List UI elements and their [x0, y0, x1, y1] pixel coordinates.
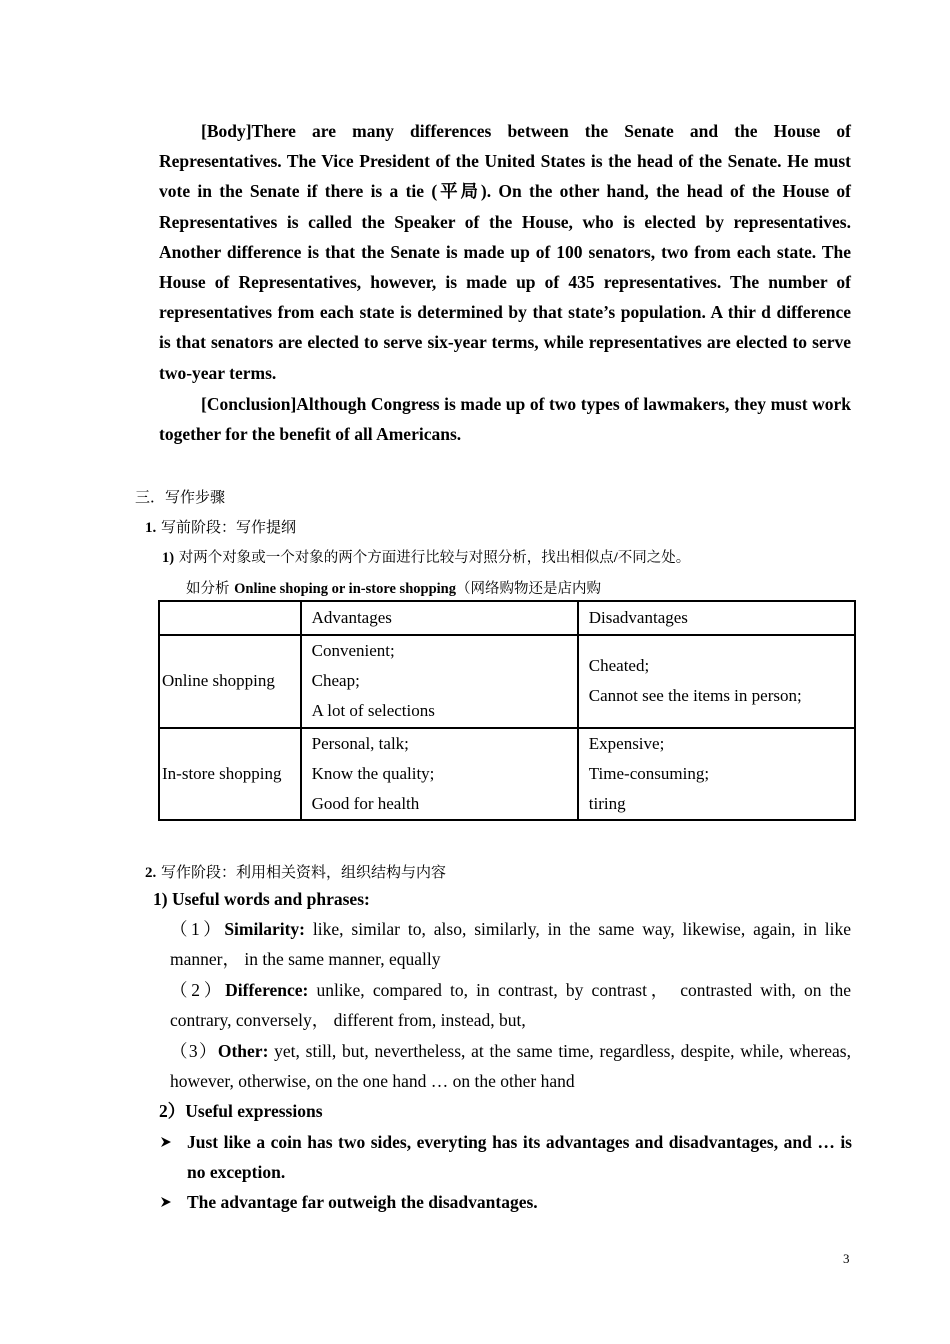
- similarity-item: [170, 914, 851, 974]
- table-row: [159, 635, 855, 728]
- conclusion-paragraph-text: [Conclusion]Although Congress is made up of two types of lawmakers, they must work together for the benefit of all Americans.: [159, 394, 851, 445]
- step1-sub-text-a: 对两个对象或一个对象的两个方面进行比较与对照分析，找出相似点: [178, 550, 614, 566]
- step2-heading: [145, 862, 446, 883]
- step1-title: 写前阶段：写作提纲: [161, 518, 297, 536]
- online-disadvantages-cell: [578, 635, 855, 728]
- instore-disadvantage-item: tiring: [588, 794, 626, 814]
- expression-item: [159, 1127, 852, 1187]
- useful-expressions-heading: 2）Useful expressions: [159, 1101, 323, 1121]
- step1-number: 1.: [145, 520, 157, 536]
- step1-subpoint: [162, 548, 690, 568]
- expression-text: The advantage far outweigh the disadvantages.: [187, 1192, 538, 1212]
- section-title: 三．写作步骤: [135, 488, 226, 506]
- instore-disadvantages-cell: [578, 728, 855, 821]
- table-header-row: [159, 601, 855, 635]
- table-intro-prefix: 如分析: [186, 581, 235, 597]
- essay-conclusion-paragraph: [159, 389, 851, 449]
- online-disadvantage-item: Cheated;: [588, 656, 650, 676]
- step2-number: 2.: [145, 865, 157, 881]
- step2-title: 写作阶段：利用相关资料，组织结构与内容: [161, 863, 447, 881]
- difference-marker: （2）: [170, 980, 226, 1000]
- difference-label: Difference:: [225, 980, 309, 1000]
- row-label-online: Online shopping: [159, 635, 301, 728]
- instore-advantages-cell: [301, 728, 578, 821]
- table-header-disadvantages: Disadvantages: [578, 601, 855, 635]
- instore-advantage-item: Good for health: [311, 794, 420, 814]
- instore-advantage-item: Know the quality;: [311, 763, 435, 783]
- table-intro-topic: Online shoping or in-store shopping: [234, 581, 456, 597]
- comparison-table: [158, 600, 856, 821]
- expression-item: [159, 1187, 852, 1217]
- step1-sub-slash: /: [613, 550, 618, 566]
- instore-disadvantage-item: Expensive;: [588, 733, 665, 753]
- online-advantage-item: A lot of selections: [311, 701, 435, 721]
- instore-advantage-item: Personal, talk;: [311, 733, 409, 753]
- table-row: [159, 728, 855, 821]
- other-item: [170, 1036, 851, 1096]
- other-text: yet, still, but, nevertheless, at the same time, regardless, despite, while, whereas, however, otherwise, on the one hand … on the other hand: [170, 1041, 851, 1092]
- instore-disadvantage-item: Time-consuming;: [588, 763, 710, 783]
- arrow-bullet-icon: [159, 1187, 179, 1217]
- other-label: Other:: [217, 1041, 269, 1061]
- page-number: 3: [843, 1251, 850, 1266]
- table-header-advantages: Advantages: [301, 601, 578, 635]
- essay-body-paragraph: [159, 116, 851, 388]
- arrow-bullet-icon: [159, 1127, 179, 1157]
- difference-text: unlike, compared to, in contrast, by contrast， contrasted with, on the contrary, conversely， different from, instead, but,: [170, 980, 852, 1031]
- other-marker: （3）: [170, 1041, 218, 1061]
- online-advantages-cell: [301, 635, 578, 728]
- body-paragraph-text: [Body]There are many differences between the Senate and the House of Representatives. The Vice President of the United States is the head of the Senate. He must vote in the Senate if there is a tie (平局). On the other hand, the head of the House of Representatives is called the Speaker of the House, who is elected by representatives. Another difference is that the Senate is made up of 100 senators, two from each state. The House of Representatives, however, is made up of 435 representatives. The number of representatives from each state is determined by that state’s population. A thir d difference is that senators are elected to serve six-year terms, while representatives are elected to serve two-year terms.: [159, 121, 851, 383]
- difference-item: [170, 975, 851, 1035]
- step1-sub-text-b: 不同之处。: [617, 550, 691, 566]
- step1-sub-number: 1): [162, 550, 175, 566]
- online-advantage-item: Cheap;: [311, 671, 360, 691]
- similarity-text: like, similar to, also, similarly, in the same way, likewise, again, in like manner， in the same manner, equally: [170, 919, 852, 970]
- step1-heading: [145, 517, 296, 538]
- useful-words-heading: 1) Useful words and phrases:: [153, 889, 370, 909]
- table-intro: [186, 579, 601, 599]
- table-header-empty: [159, 601, 301, 635]
- online-advantage-item: Convenient;: [311, 641, 395, 660]
- table-intro-suffix: （网络购物还是店内购: [455, 581, 601, 597]
- expression-text: Just like a coin has two sides, everyting has its advantages and disadvantages, and … is no exception.: [187, 1132, 852, 1183]
- online-disadvantage-item: Cannot see the items in person;: [588, 686, 802, 706]
- row-label-instore: In-store shopping: [159, 728, 301, 821]
- similarity-marker: （1）: [170, 919, 225, 939]
- similarity-label: Similarity:: [224, 919, 305, 939]
